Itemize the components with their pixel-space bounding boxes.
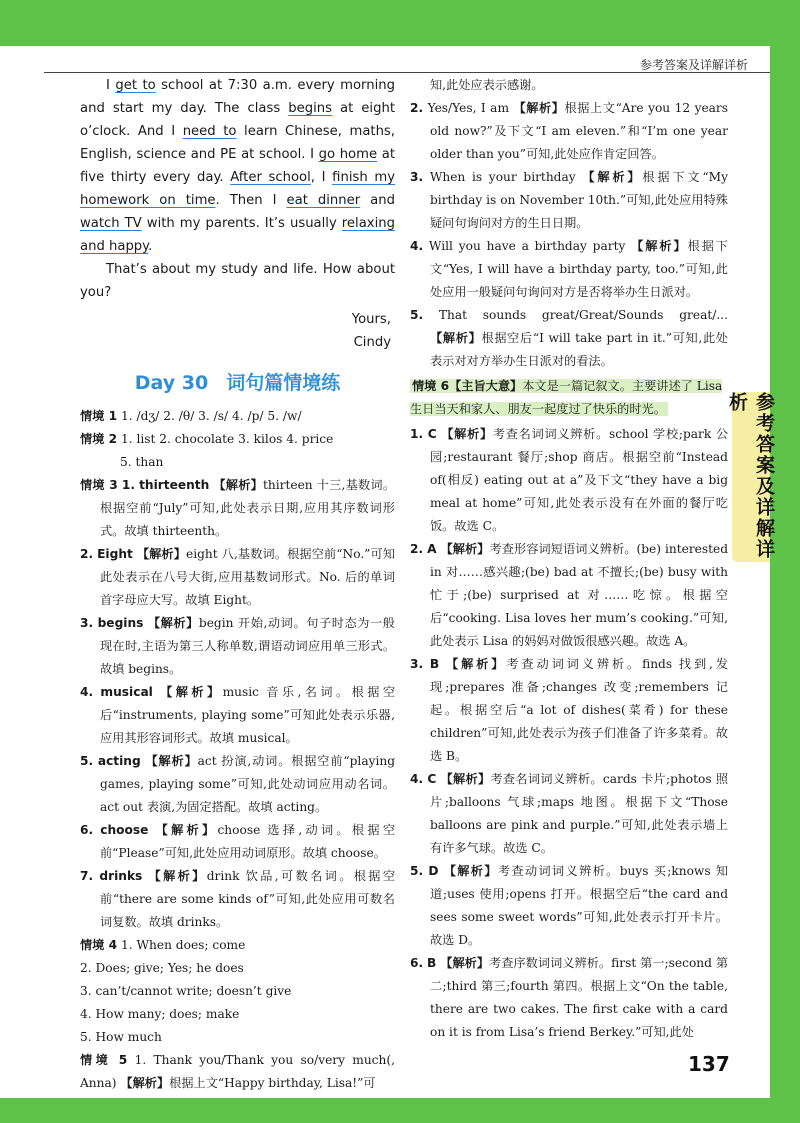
right-column bbox=[410, 74, 728, 1044]
q6-item-2: 2. A 【解析】考查形容词短语词义辨析。(be) interested in 对……感兴趣;(be) bad at 不擅长;(be) busy with 忙于;(be) surprised at 对……吃惊。根据空后“cooking. Lisa loves her mum’s cooking.”可知,此处表示 Lisa 的妈妈对做饭很感兴趣。故选 A。 bbox=[410, 542, 729, 648]
q5-item-2: 2. Yes/Yes, I am 【解析】根据上文“Are you 12 years old now?”及下文“I am eleven.”和“I’m one year older than you”可知,此处应作肯定回答。 bbox=[410, 101, 729, 161]
essay-paragraph-1: I get to school at 7:30 a.m. every morning and start my day. The class begins at eight o’clock. And I need to learn Chinese, maths, English, science and PE at school. I go home at five thirty every day. After school, I finish my homework on time. Then I eat dinner and watch TV with my parents. It’s usually relaxing and happy. bbox=[80, 78, 396, 254]
q5-item-3: 3. When is your birthday 【解析】根据下文“My birthday is on November 10th.”可知,此处应用特殊疑问句询问对方的生日日期。 bbox=[410, 170, 729, 230]
essay-sign-yours: Yours, bbox=[351, 312, 391, 327]
q5-item-5: 5. That sounds great/Great/Sounds great/... 【解析】根据空后“I will take part in it.”可知,此处表示对对方举办生日派对的看法。 bbox=[410, 308, 728, 368]
q4-item-4: 4. How many; does; make bbox=[80, 1007, 240, 1021]
essay-paragraph-2: That’s about my study and life. How about you? bbox=[80, 262, 395, 300]
q3-item-7: 7. drinks 【解析】drink 饮品,可数名词。根据空前“there are some kinds of”可知,此处应用可数名词复数。故填 drinks。 bbox=[80, 869, 396, 929]
q1-line: 情境 1 1. /dʒ/ 2. /θ/ 3. /s/ 4. /p/ 5. /w/ bbox=[80, 409, 302, 423]
page-number: 137 bbox=[688, 1052, 730, 1076]
q3-item-5: 5. acting 【解析】act 扮演,动词。根据空前“playing games, playing some”可知,此处动词应用动名词。act out 表演,为固定搭配。故填 acting。 bbox=[80, 754, 396, 814]
essay bbox=[80, 74, 395, 304]
top-border bbox=[0, 0, 800, 46]
q6-item-1: 1. C 【解析】考查名词词义辨析。school 学校;park 公园;restaurant 餐厅;shop 商店。根据空前“Instead of(相反) eating out at a”及下文“they have a big meal at home”可知,此处表示没有在外面的餐厅吃饭。故选 C。 bbox=[410, 427, 729, 533]
left-column bbox=[80, 74, 395, 1095]
day-title: Day 30 词句篇情境练 bbox=[134, 372, 341, 394]
header-title: 参考答案及详解详析 bbox=[639, 58, 748, 72]
q5-continuation: 知,此处应表示感谢。 bbox=[430, 78, 544, 92]
q4-item-1: 情境 4 1. When does; come bbox=[80, 938, 246, 952]
q4-item-5: 5. How much bbox=[80, 1030, 162, 1044]
essay-sign-name: Cindy bbox=[353, 335, 391, 350]
q3-item-1: 情境 3 1. thirteenth 【解析】thirteen 十三,基数词。根据空前“July”可知,此处表示日期,应用其序数词形式。故填 thirteenth。 bbox=[80, 478, 396, 538]
q5-item-4: 4. Will you have a birthday party 【解析】根据下文“Yes, I will have a birthday party, too.”可知,此处应用一般疑问句询问对方是否将举办生日派对。 bbox=[410, 239, 728, 299]
side-tab bbox=[726, 392, 775, 562]
q4-item-3: 3. can’t/cannot write; doesn’t give bbox=[80, 984, 292, 998]
header-divider bbox=[44, 72, 770, 73]
q3-item-4: 4. musical 【解析】music 音乐,名词。根据空后“instruments, playing some”可知此处表示乐器,应用其形容词形式。故填 musical。 bbox=[80, 685, 396, 745]
q6-summary: 情境 6【主旨大意】本文是一篇记叙文。主要讲述了 Lisa 生日当天和家人、朋友一起度过了快乐的时光。 bbox=[410, 379, 723, 416]
q5-item-1: 情境 5 1. Thank you/Thank you so/very much(, Anna) 【解析】根据上文“Happy birthday, Lisa!”可 bbox=[80, 1053, 395, 1090]
side-tab-label: 参考答案及详解详析 bbox=[726, 392, 775, 560]
q6-item-4: 4. C 【解析】考查名词词义辨析。cards 卡片;photos 照片;balloons 气球;maps 地图。根据下文“Those balloons are pink and purple.”可知,此处表示墙上有许多气球。故选 C。 bbox=[410, 772, 729, 855]
bottom-border bbox=[0, 1098, 800, 1123]
q4-item-2: 2. Does; give; Yes; he does bbox=[80, 961, 244, 975]
q6-item-6: 6. B 【解析】考查序数词词义辨析。first 第一;second 第二;third 第三;fourth 第四。根据上文“On the table, there are two cakes. The first cake with a card on it is from Lisa’s friend Berkey.”可知,此处 bbox=[410, 956, 729, 1039]
q3-item-3: 3. begins 【解析】begin 开始,动词。句子时态为一般现在时,主语为第三人称单数,谓语动词应用单三形式。故填 begins。 bbox=[80, 616, 395, 676]
q6-item-3: 3. B 【解析】考查动词词义辨析。finds 找到,发现;prepares 准备;changes 改变;remembers 记起。根据空后“a lot of dishes(菜肴) for these children”可知,此处表示为孩子们准备了许多菜肴。故选 B。 bbox=[410, 657, 729, 763]
q6-item-5: 5. D 【解析】考查动词词义辨析。buys 买;knows 知道;uses 使用;opens 打开。根据空后“the card and sees some sweet words”可知,此处表示打开卡片。故选 D。 bbox=[410, 864, 729, 947]
q3-item-6: 6. choose 【解析】choose 选择,动词。根据空前“Please”可知,此处应用动词原形。故填 choose。 bbox=[80, 823, 396, 860]
q2-line-2: 5. than bbox=[120, 455, 164, 469]
q2-line: 情境 2 1. list 2. chocolate 3. kilos 4. price bbox=[80, 432, 334, 446]
q3-item-2: 2. Eight 【解析】eight 八,基数词。根据空前“No.”可知此处表示在八号大街,应用基数词形式。No. 后的单词首字母应大写。故填 Eight。 bbox=[80, 547, 396, 607]
